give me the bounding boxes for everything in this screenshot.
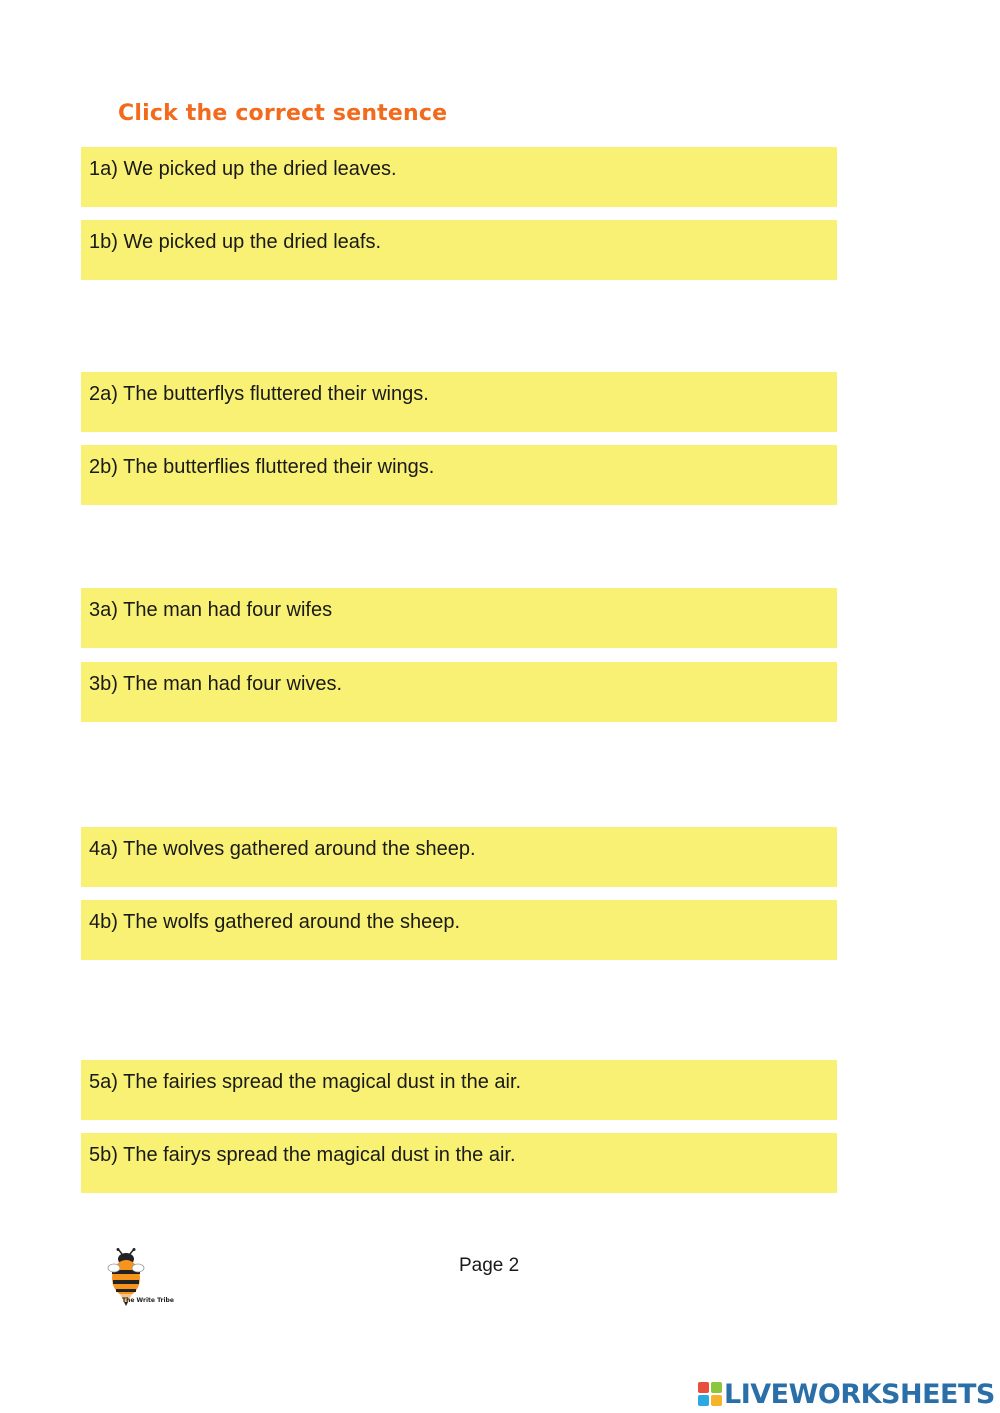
option-1a[interactable]: 1a) We picked up the dried leaves. xyxy=(81,147,837,207)
option-3a[interactable]: 3a) The man had four wifes xyxy=(81,588,837,648)
option-4b[interactable]: 4b) The wolfs gathered around the sheep. xyxy=(81,900,837,960)
option-5a[interactable]: 5a) The fairies spread the magical dust in the air. xyxy=(81,1060,837,1120)
page-number: Page 2 xyxy=(459,1255,520,1276)
option-4a[interactable]: 4a) The wolves gathered around the sheep. xyxy=(81,827,837,887)
liveworksheets-grid-icon xyxy=(698,1382,722,1406)
liveworksheets-brand[interactable] xyxy=(698,1378,995,1410)
option-2b[interactable]: 2b) The butterflies fluttered their wings. xyxy=(81,445,837,505)
liveworksheets-wordmark: LIVEWORKSHEETS xyxy=(724,1378,995,1410)
option-3b[interactable]: 3b) The man had four wives. xyxy=(81,662,837,722)
option-1b[interactable]: 1b) We picked up the dried leafs. xyxy=(81,220,837,280)
option-2a[interactable]: 2a) The butterflys fluttered their wings. xyxy=(81,372,837,432)
worksheet-title: Click the correct sentence xyxy=(118,101,448,126)
option-5b[interactable]: 5b) The fairys spread the magical dust in the air. xyxy=(81,1133,837,1193)
logo-caption: The Write Tribe xyxy=(122,1297,174,1304)
